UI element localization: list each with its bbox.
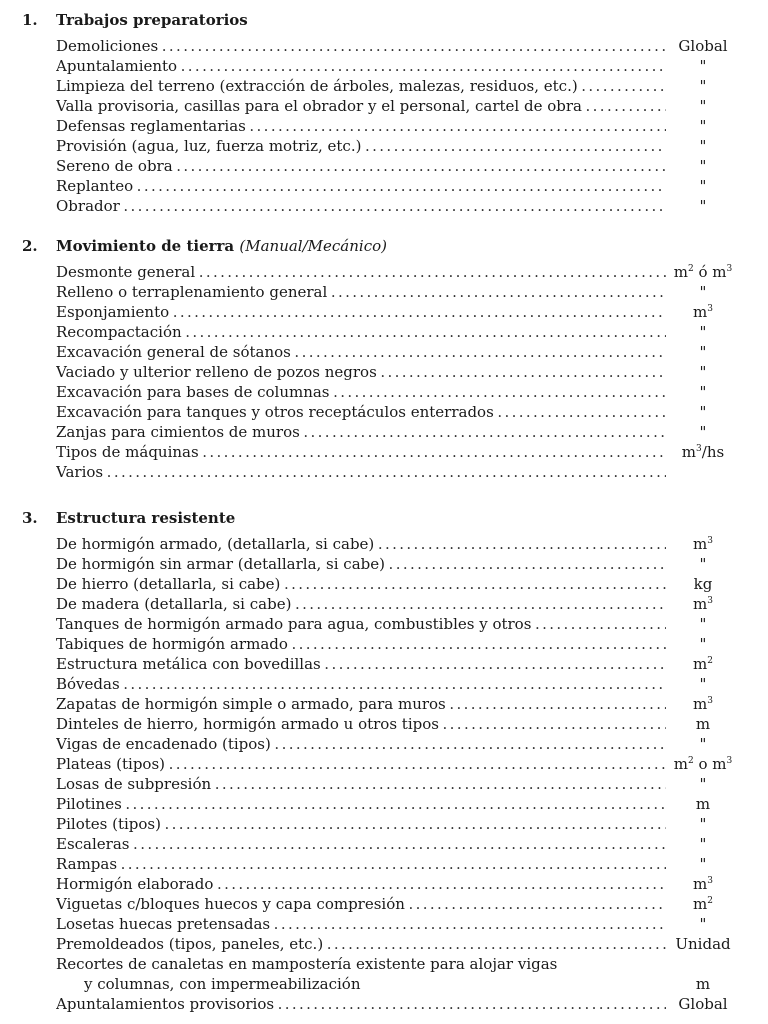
- item-unit: ": [699, 635, 707, 653]
- item-unit: $m^3/hs$: [681, 443, 725, 461]
- list-item: [56, 874, 736, 894]
- list-item: [56, 914, 736, 934]
- section-heading: [22, 10, 248, 30]
- list-item: [56, 674, 736, 694]
- item-unit: $m^3$: [693, 875, 713, 893]
- item-label: Pilotes (tipos) . . .: [56, 814, 666, 834]
- item-label: Sereno de obra . . .: [56, 156, 666, 176]
- item-label: Viguetas c/bloques huecos y capa compresión . . .: [56, 894, 666, 914]
- section-title: Movimiento de tierra: [56, 237, 235, 255]
- list-item: [56, 176, 736, 196]
- item-unit: $m^2$: [693, 895, 713, 913]
- section-number: 2.: [22, 237, 38, 255]
- section-number: 1.: [22, 11, 38, 29]
- item-unit: ": [699, 775, 707, 793]
- list-item: [56, 462, 736, 482]
- list-item: [56, 714, 736, 734]
- list-item: [56, 156, 736, 176]
- item-unit: $m^3$: [693, 303, 713, 321]
- item-unit: m: [695, 795, 711, 813]
- item-label: Provisión (agua, luz, fuerza motriz, etc.) . . .: [56, 136, 666, 156]
- section-title: Trabajos preparatorios: [56, 11, 248, 29]
- item-label: Tanques de hormigón armado para agua, combustibles y otros . . .: [56, 614, 666, 634]
- list-item: [56, 634, 736, 654]
- item-unit: ": [699, 815, 707, 833]
- item-label: Tabiques de hormigón armado . . .: [56, 634, 666, 654]
- item-label: Varios . . .: [56, 462, 666, 482]
- item-unit: ": [699, 855, 707, 873]
- item-unit: m: [695, 975, 711, 993]
- list-item: [56, 422, 736, 442]
- item-label: Zanjas para cimientos de muros . . .: [56, 422, 666, 442]
- item-unit: ": [699, 323, 707, 341]
- item-label: De hormigón armado, (detallarla, si cabe) . . .: [56, 534, 666, 554]
- list-item: [56, 554, 736, 574]
- item-label: Recortes de canaletas en mampostería existente para alojar vigas: [56, 955, 558, 973]
- item-unit: ": [699, 177, 707, 195]
- list-item: [56, 196, 736, 216]
- item-unit: Unidad: [675, 935, 731, 953]
- item-unit: ": [699, 157, 707, 175]
- list-item: [56, 282, 736, 302]
- item-label: Dinteles de hierro, hormigón armado u otros tipos . . .: [56, 714, 666, 734]
- list-item: [56, 594, 736, 614]
- item-label: Excavación para tanques y otros receptáculos enterrados . . .: [56, 402, 666, 422]
- item-label: Hormigón elaborado . . .: [56, 874, 666, 894]
- item-label: Premoldeados (tipos, paneles, etc.) . . .: [56, 934, 666, 954]
- item-label: De hierro (detallarla, si cabe) . . .: [56, 574, 666, 594]
- item-unit: ": [699, 363, 707, 381]
- item-label: y columnas, con impermeabilización: [84, 975, 361, 993]
- list-item: [56, 534, 736, 554]
- item-unit: ": [699, 555, 707, 573]
- list-item: [56, 442, 736, 462]
- item-label: Replanteo . . .: [56, 176, 666, 196]
- item-unit: $m^3$: [693, 695, 713, 713]
- list-item: [56, 302, 736, 322]
- list-item: [56, 954, 736, 974]
- section-number: 3.: [22, 509, 38, 527]
- list-item: [56, 362, 736, 382]
- item-label: Bóvedas . . .: [56, 674, 666, 694]
- list-item: [56, 56, 736, 76]
- item-label: Recompactación . . .: [56, 322, 666, 342]
- item-label: Excavación para bases de columnas . . .: [56, 382, 666, 402]
- item-label: Esponjamiento . . .: [56, 302, 666, 322]
- item-label: Estructura metálica con bovedillas . . .: [56, 654, 666, 674]
- item-unit: $m^3$: [693, 535, 713, 553]
- item-label: Apuntalamiento . . .: [56, 56, 666, 76]
- list-item: [56, 342, 736, 362]
- list-item: [56, 694, 736, 714]
- item-label: Pilotines . . .: [56, 794, 666, 814]
- section-heading: [22, 236, 387, 256]
- item-label: Losas de subpresión . . .: [56, 774, 666, 794]
- list-item: [56, 794, 736, 814]
- item-label: Vaciado y ulterior relleno de pozos negros . . .: [56, 362, 666, 382]
- item-unit: ": [699, 915, 707, 933]
- list-item: [56, 774, 736, 794]
- list-item: [56, 814, 736, 834]
- item-unit: ": [699, 283, 707, 301]
- item-label: Excavación general de sótanos . . .: [56, 342, 666, 362]
- item-label: Demoliciones . . .: [56, 36, 666, 56]
- item-unit: m: [695, 715, 711, 733]
- item-label: Defensas reglamentarias . . .: [56, 116, 666, 136]
- item-unit: $m^2$ ó $m^3$: [673, 263, 733, 281]
- list-item: [56, 654, 736, 674]
- item-unit: ": [699, 423, 707, 441]
- section-title: Estructura resistente: [56, 509, 236, 527]
- list-item: [56, 834, 736, 854]
- item-unit: ": [699, 117, 707, 135]
- item-label: Tipos de máquinas . . .: [56, 442, 666, 462]
- item-label: De hormigón sin armar (detallarla, si cabe) . . .: [56, 554, 666, 574]
- item-unit: $m^2$ o $m^3$: [673, 755, 733, 773]
- item-unit: ": [699, 137, 707, 155]
- list-item: [56, 136, 736, 156]
- item-unit: Global: [678, 995, 728, 1013]
- item-unit: ": [699, 343, 707, 361]
- list-item: [56, 402, 736, 422]
- item-label: Valla provisoria, casillas para el obrador y el personal, cartel de obra . . .: [56, 96, 666, 116]
- item-unit: ": [699, 197, 707, 215]
- item-unit: ": [699, 57, 707, 75]
- list-item: [56, 262, 736, 282]
- item-unit: ": [699, 77, 707, 95]
- item-label: Desmonte general . . .: [56, 262, 666, 282]
- item-label: Limpieza del terreno (extracción de árboles, malezas, residuos, etc.) . . .: [56, 76, 666, 96]
- item-unit: ": [699, 735, 707, 753]
- section-heading: [22, 508, 235, 528]
- item-label: Zapatas de hormigón simple o armado, para muros . . .: [56, 694, 666, 714]
- item-label: Relleno o terraplenamiento general . . .: [56, 282, 666, 302]
- item-unit: Global: [678, 37, 728, 55]
- item-label: Rampas . . .: [56, 854, 666, 874]
- item-unit: ": [699, 675, 707, 693]
- item-label: Escaleras . . .: [56, 834, 666, 854]
- list-item: [56, 994, 736, 1014]
- item-label: Apuntalamientos provisorios . . .: [56, 994, 666, 1014]
- item-unit: ": [699, 403, 707, 421]
- list-item: [56, 116, 736, 136]
- list-item: [56, 934, 736, 954]
- item-unit: ": [699, 97, 707, 115]
- item-label: Plateas (tipos) . . .: [56, 754, 666, 774]
- list-item: [56, 754, 736, 774]
- list-item: [56, 894, 736, 914]
- list-item: [56, 96, 736, 116]
- item-unit: ": [699, 835, 707, 853]
- item-unit: ": [699, 383, 707, 401]
- list-item: [56, 854, 736, 874]
- list-item: [56, 974, 736, 994]
- list-item: [56, 76, 736, 96]
- item-label: De madera (detallarla, si cabe) . . .: [56, 594, 666, 614]
- list-item: [56, 614, 736, 634]
- section-subtitle: (Manual/Mecánico): [239, 237, 387, 255]
- list-item: [56, 322, 736, 342]
- item-unit: ": [699, 615, 707, 633]
- item-label: Obrador . . .: [56, 196, 666, 216]
- item-unit: $m^3$: [693, 595, 713, 613]
- item-unit: $m^2$: [693, 655, 713, 673]
- item-unit: kg: [693, 575, 713, 593]
- item-label: Vigas de encadenado (tipos) . . .: [56, 734, 666, 754]
- list-item: [56, 382, 736, 402]
- item-label: Losetas huecas pretensadas . . .: [56, 914, 666, 934]
- list-item: [56, 36, 736, 56]
- list-item: [56, 734, 736, 754]
- list-item: [56, 574, 736, 594]
